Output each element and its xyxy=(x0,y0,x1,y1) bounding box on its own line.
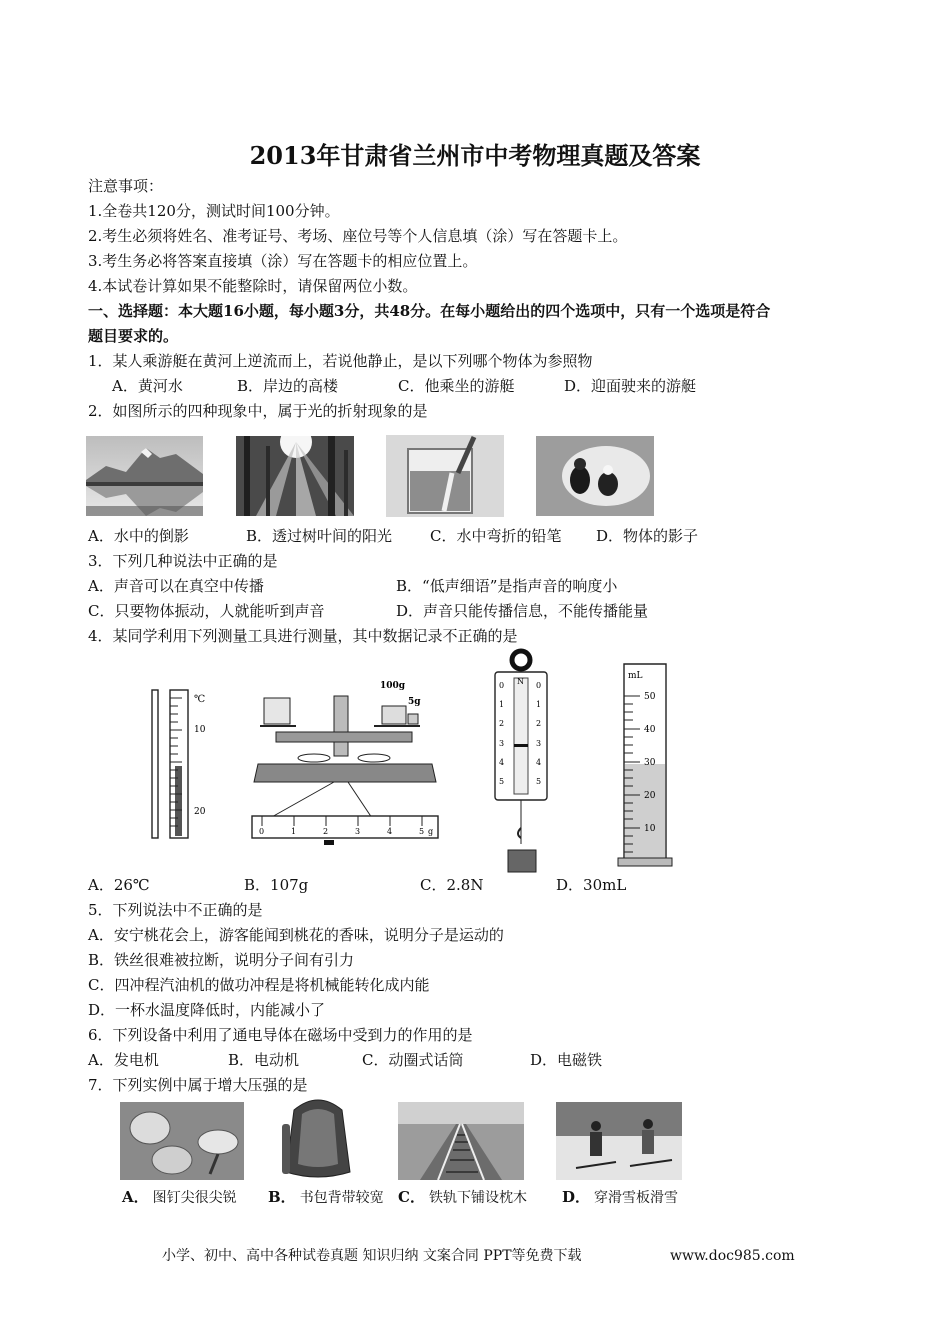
balance-scale-tick: 0 xyxy=(259,827,265,836)
balance-scale-tick: 4 xyxy=(387,827,393,836)
cylinder-tick-label: 10 xyxy=(644,824,656,834)
notes-heading: 注意事项： xyxy=(88,177,164,195)
q7-option-letter: C． xyxy=(398,1188,425,1206)
balance-scale-tick: 5 xyxy=(419,827,425,836)
spring-tick-right: 0 xyxy=(536,681,542,690)
q5-option-c: C．四冲程汽油机的做功冲程是将机械能转化成内能 xyxy=(88,976,430,994)
q6-option-d: D．电磁铁 xyxy=(530,1051,603,1069)
cylinder-tick-label: 20 xyxy=(644,791,656,801)
q7-option-letter: B． xyxy=(268,1188,296,1206)
q7-caption-text: 穿滑雪板滑雪 xyxy=(594,1190,679,1206)
q5-option-b: B．铁丝很难被拉断，说明分子间有引力 xyxy=(88,951,355,969)
balance-scale-tick: 1 xyxy=(291,827,297,836)
question-5-stem: 5．下列说法中不正确的是 xyxy=(88,901,263,919)
note-item: 2.考生必须将姓名、准考证号、考场、座位号等个人信息填（涂）写在答题卡上。 xyxy=(88,227,628,245)
note-item: 1.全卷共120分，测试时间100分钟。 xyxy=(88,202,340,220)
spring-tick-left: 4 xyxy=(499,758,505,767)
question-3-stem: 3．下列几种说法中正确的是 xyxy=(88,552,278,570)
q7-caption-a xyxy=(122,1186,237,1207)
q2-option-a: A．水中的倒影 xyxy=(88,527,189,545)
spring-tick-right: 1 xyxy=(536,700,542,709)
thumbtack-photo xyxy=(120,1102,244,1180)
balance-scale-unit: g xyxy=(428,827,434,836)
spring-scale-figure xyxy=(492,648,550,874)
q6-option-b: B．电动机 xyxy=(228,1051,300,1069)
q4-option-c: C．2.8N xyxy=(420,876,484,894)
q1-option-b: B．岸边的高楼 xyxy=(237,377,339,395)
q2-option-d: D．物体的影子 xyxy=(596,527,699,545)
question-6-stem: 6．下列设备中利用了通电导体在磁场中受到力的作用的是 xyxy=(88,1026,473,1044)
backpack-photo xyxy=(272,1094,364,1182)
q7-caption-c xyxy=(398,1186,527,1207)
q4-option-b: B．107g xyxy=(244,876,309,894)
question-2-stem: 2．如图所示的四种现象中，属于光的折射现象的是 xyxy=(88,402,428,420)
note-item: 4.本试卷计算如果不能整除时，请保留两位小数。 xyxy=(88,277,418,295)
q3-option-c: C．只要物体振动，人就能听到声音 xyxy=(88,602,325,620)
q5-option-d: D．一杯水温度降低时，内能减小了 xyxy=(88,1001,326,1019)
q4-option-d: D．30mL xyxy=(556,876,627,894)
weight-label: 5g xyxy=(408,697,421,707)
q4-option-a: A．26℃ xyxy=(88,876,150,894)
q7-option-letter: A． xyxy=(122,1188,149,1206)
q2-option-b: B．透过树叶间的阳光 xyxy=(246,527,393,545)
q3-option-a: A．声音可以在真空中传播 xyxy=(88,577,264,595)
spring-tick-right: 2 xyxy=(536,719,542,728)
spring-tick-left: 2 xyxy=(499,719,505,728)
cylinder-tick-label: 40 xyxy=(644,725,656,735)
mountain-reflection-photo xyxy=(86,436,203,516)
spring-tick-left: 0 xyxy=(499,681,505,690)
q6-option-a: A．发电机 xyxy=(88,1051,159,1069)
q3-option-d: D．声音只能传播信息，不能传播能量 xyxy=(396,602,649,620)
q7-caption-b xyxy=(268,1186,384,1207)
q6-option-c: C．动圈式话筒 xyxy=(362,1051,464,1069)
spring-tick-left: 3 xyxy=(499,739,505,748)
note-item: 3.考生务必将答案直接填（涂）写在答题卡的相应位置上。 xyxy=(88,252,478,270)
bent-pencil-in-water-photo xyxy=(386,435,504,517)
cylinder-tick-label: 50 xyxy=(644,692,656,702)
page-title: 2013年甘肃省兰州市中考物理真题及答案 xyxy=(249,141,701,170)
q3-option-b: B．“低声细语”是指声音的响度小 xyxy=(396,577,618,595)
q7-option-letter: D． xyxy=(562,1188,591,1206)
q1-option-d: D．迎面驶来的游艇 xyxy=(564,377,697,395)
section-heading: 一、选择题：本大题16小题，每小题3分，共48分。在每小题给出的四个选项中，只有一个选项是符合 xyxy=(88,302,771,320)
question-7-stem: 7．下列实例中属于增大压强的是 xyxy=(88,1076,308,1094)
thermometer-unit: ℃ xyxy=(194,694,206,705)
sunlight-through-trees-photo xyxy=(236,436,354,516)
graduated-cylinder-figure xyxy=(616,660,674,868)
q7-caption-text: 书包背带较宽 xyxy=(299,1190,384,1206)
spring-tick-left: 5 xyxy=(499,777,505,786)
balance-scale-figure xyxy=(250,676,440,848)
question-1-stem: 1．某人乘游艇在黄河上逆流而上，若说他静止，是以下列哪个物体为参照物 xyxy=(88,352,593,370)
q1-option-c: C．他乘坐的游艇 xyxy=(398,377,515,395)
q2-option-c: C．水中弯折的铅笔 xyxy=(430,527,562,545)
skiing-photo xyxy=(556,1102,682,1180)
spring-tick-right: 3 xyxy=(536,739,542,748)
q5-option-a: A．安宁桃花会上，游客能闻到桃花的香味，说明分子是运动的 xyxy=(88,926,504,944)
q7-caption-text: 图钉尖很尖锐 xyxy=(152,1190,237,1206)
cylinder-unit: mL xyxy=(628,671,643,681)
q1-option-a: A．黄河水 xyxy=(112,377,183,395)
railway-tracks-photo xyxy=(398,1102,524,1180)
shadow-play-photo xyxy=(536,436,654,516)
question-4-stem: 4．某同学利用下列测量工具进行测量，其中数据记录不正确的是 xyxy=(88,627,518,645)
q7-caption-text: 铁轨下铺设枕木 xyxy=(428,1190,527,1206)
cylinder-tick-label: 30 xyxy=(644,758,656,768)
footer-link[interactable]: www.doc985.com xyxy=(670,1248,795,1264)
thermometer-tick-label: 10 xyxy=(194,725,206,735)
spring-tick-right: 4 xyxy=(536,758,542,767)
balance-scale-tick: 3 xyxy=(355,827,361,836)
spring-scale-unit: N xyxy=(517,677,524,686)
footer-text: 小学、初中、高中各种试卷真题 知识归纳 文案合同 PPT等免费下载 xyxy=(162,1248,582,1264)
weight-label: 100g xyxy=(380,681,406,691)
thermometer-figure xyxy=(150,688,210,840)
balance-scale-tick: 2 xyxy=(323,827,329,836)
q7-caption-d xyxy=(562,1186,678,1207)
section-heading-cont: 题目要求的。 xyxy=(88,327,179,345)
thermometer-tick-label: 20 xyxy=(194,807,206,817)
spring-tick-left: 1 xyxy=(499,700,505,709)
spring-tick-right: 5 xyxy=(536,777,542,786)
